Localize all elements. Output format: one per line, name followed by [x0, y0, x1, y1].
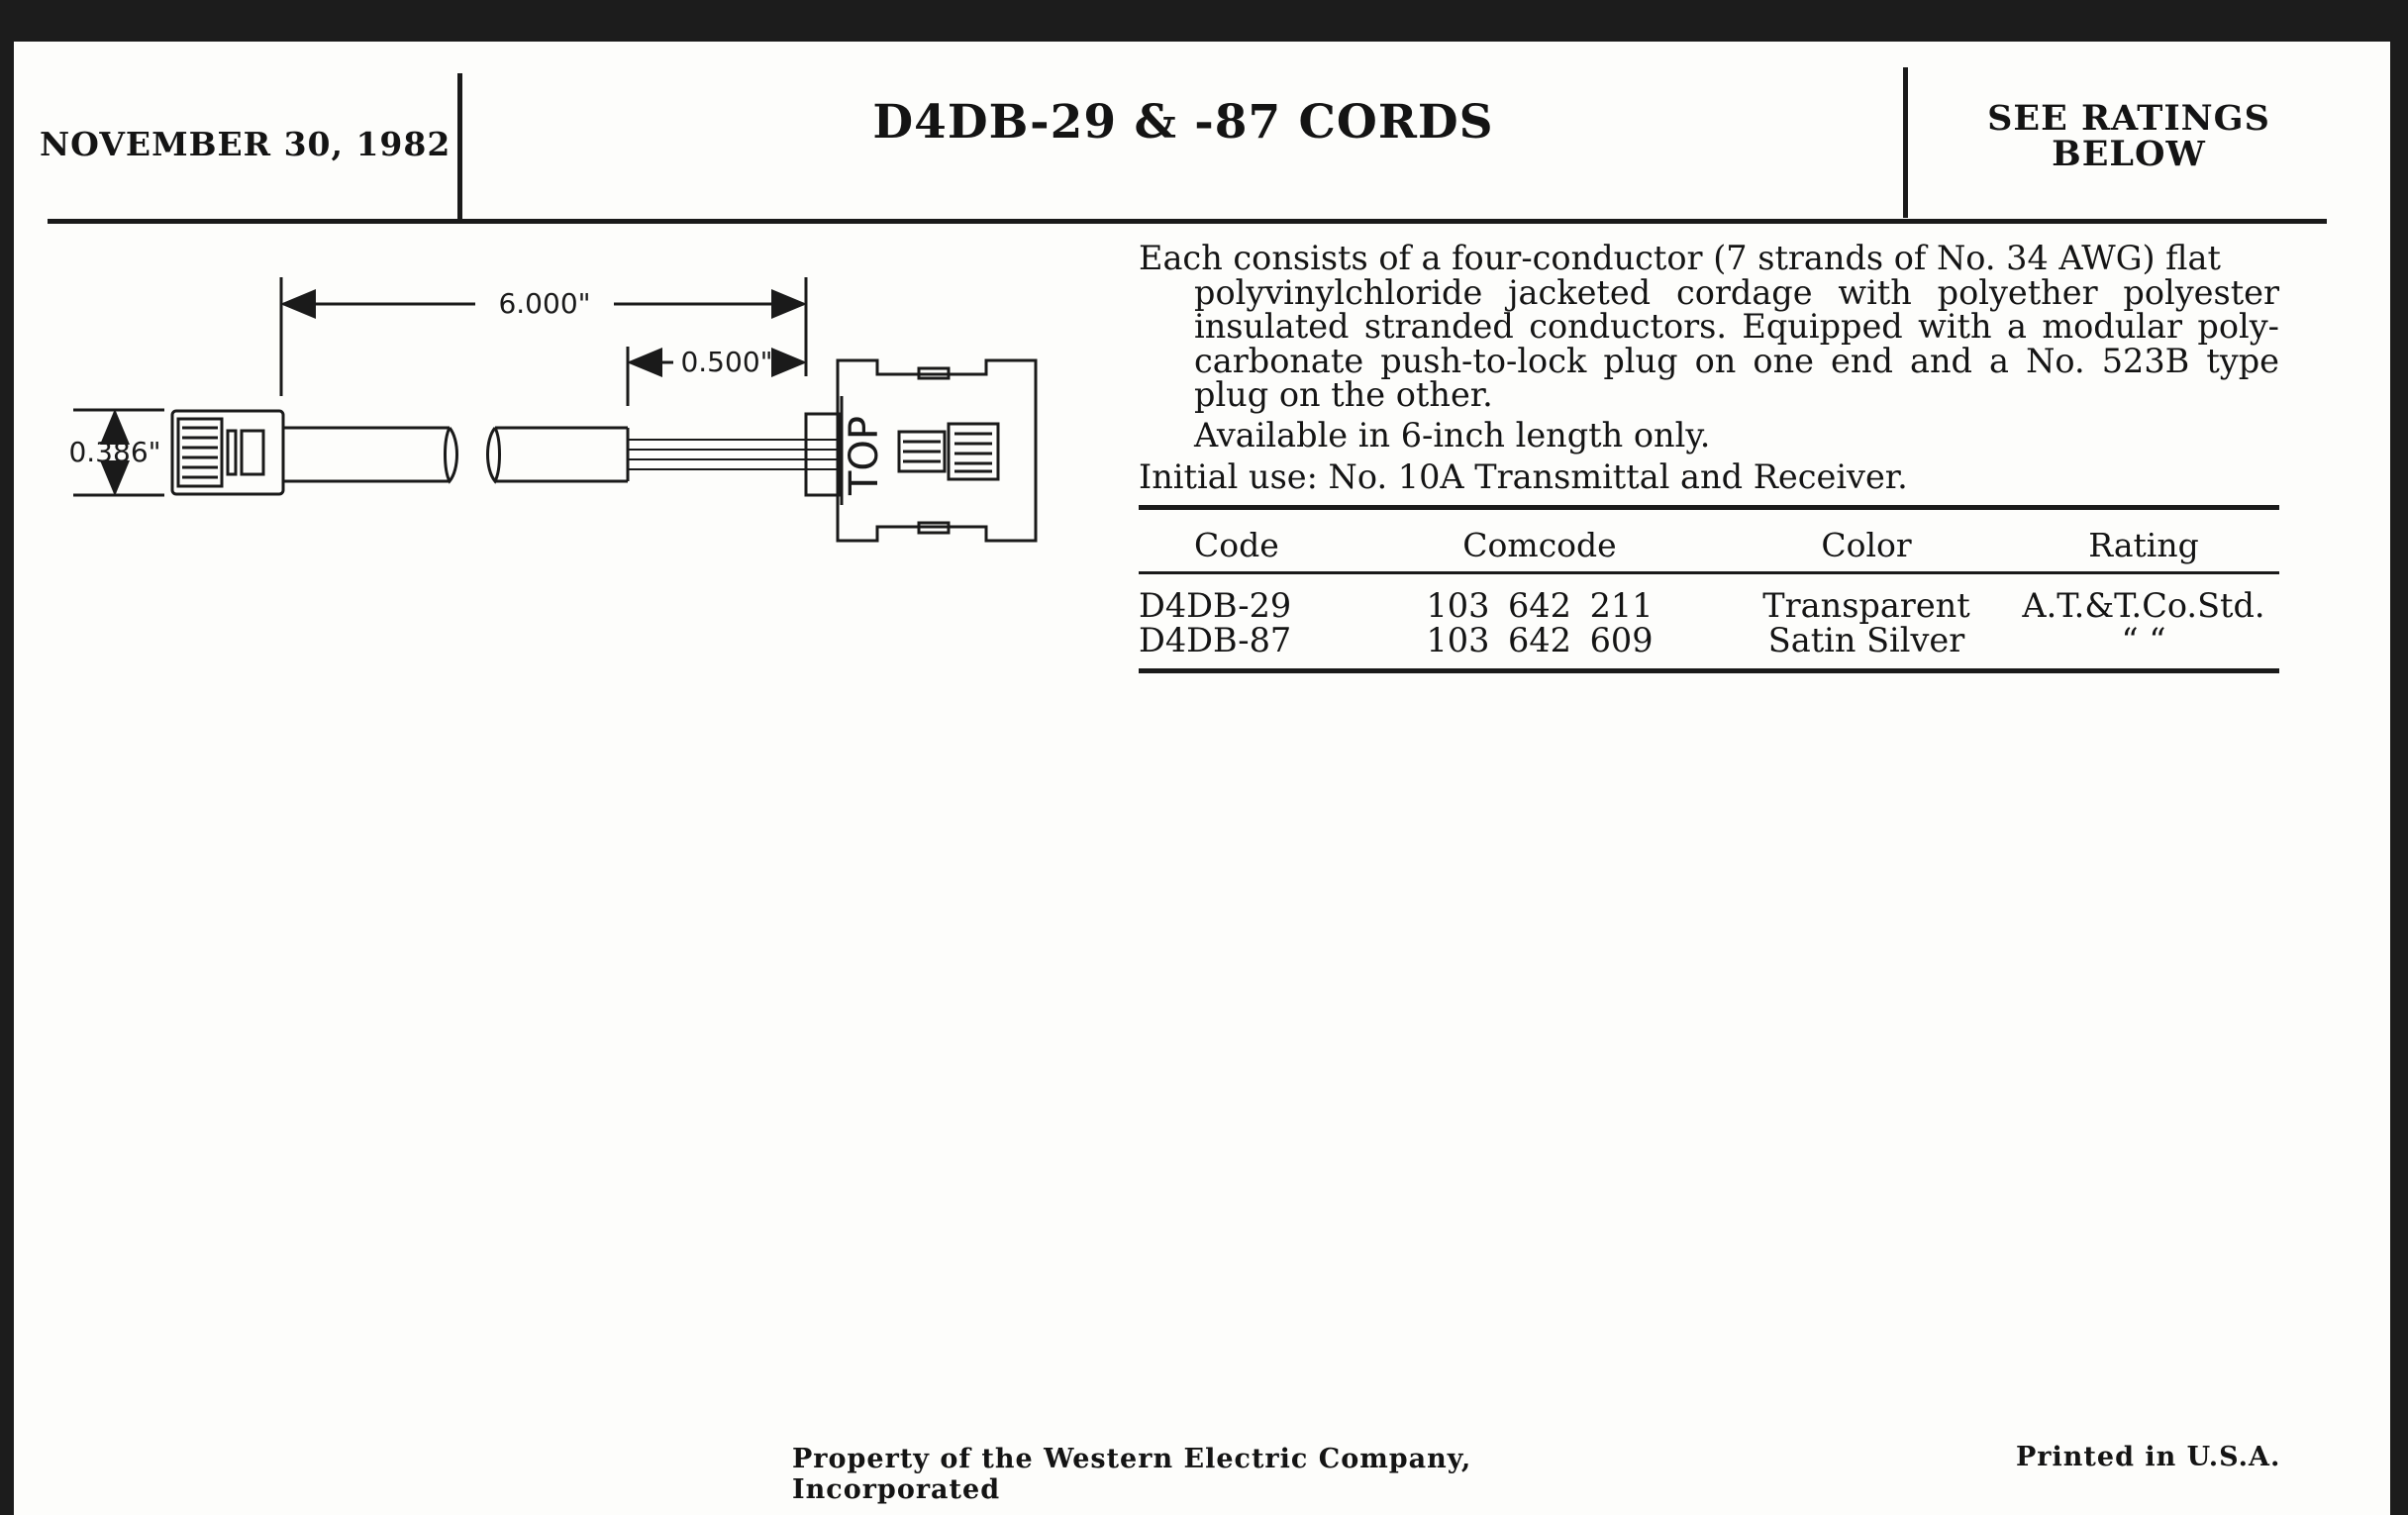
cell-color: Transparent: [1762, 586, 1970, 625]
cord-drawing-svg: [59, 257, 1059, 555]
cord-drawing: [59, 257, 1059, 555]
cord-break-left: [446, 428, 457, 481]
ratings-note: [1911, 98, 2347, 174]
description-line1: Each consists of a four-conductor (7 strands of No. 34 AWG) flat: [1139, 239, 2221, 277]
availability-note: Available in 6-inch length only.: [1194, 415, 1711, 454]
cord-break-right: [488, 428, 500, 481]
sheet-title: D4DB-29 & -87 CORDS: [872, 95, 1494, 150]
printed-notice: Printed in U.S.A.: [2016, 1442, 2281, 1472]
ratings-note-line1: SEE RATINGS: [1987, 98, 2270, 139]
plug-523b-strain-relief: [806, 414, 840, 495]
description-paragraph: [1139, 239, 2279, 414]
initial-use-note: Initial use: No. 10A Transmittal and Receiver.: [1139, 457, 1908, 496]
plug-latch-slot: [228, 431, 236, 474]
description-continuation: polyvinylchloride jacketed cordage with polyether polyester insulated stranded conductors. Equipped with a modular poly-carbonate push-to-lock plug on one end and a No. 523B type plug on the other.: [1194, 272, 2279, 414]
cell-rating-ditto: “ “: [2121, 621, 2166, 659]
cell-code: D4DB-29: [1139, 586, 1292, 625]
table-row: [1139, 588, 2279, 623]
plug-top-label: TOP: [842, 415, 887, 495]
sheet-date: NOVEMBER 30, 1982: [40, 125, 452, 163]
table-header-row: [1139, 510, 2279, 571]
header-divider-right: [1903, 67, 1908, 218]
scan-border: [2390, 0, 2408, 1515]
dim-stub-label: 0.500": [680, 346, 773, 378]
header-comcode: Comcode: [1462, 526, 1617, 564]
ratings-note-line2: BELOW: [2052, 134, 2206, 174]
table-bottom-rule: [1139, 668, 2279, 673]
cell-rating: A.T.&T.Co.Std.: [2022, 586, 2265, 625]
dim-height-label: 0.386": [68, 436, 161, 468]
cell-code: D4DB-87: [1139, 621, 1292, 659]
header-rule: [48, 219, 2327, 224]
header-color: Color: [1821, 526, 1912, 564]
header-code: Code: [1194, 526, 1279, 564]
plug-latch: [242, 431, 263, 474]
property-notice: Property of the Western Electric Company, Incorporated: [792, 1444, 1472, 1505]
cell-color: Satin Silver: [1767, 621, 1965, 659]
table-body: [1139, 574, 2279, 668]
cell-comcode: 103 642 211: [1426, 586, 1654, 625]
header-divider-left: [457, 73, 462, 222]
header-rating: Rating: [2088, 526, 2199, 564]
cell-comcode: 103 642 609: [1426, 621, 1654, 659]
cord-table: [1139, 505, 2279, 673]
table-row: [1139, 623, 2279, 657]
dim-length-label: 6.000": [498, 287, 591, 320]
cord-description: [1139, 239, 2279, 496]
